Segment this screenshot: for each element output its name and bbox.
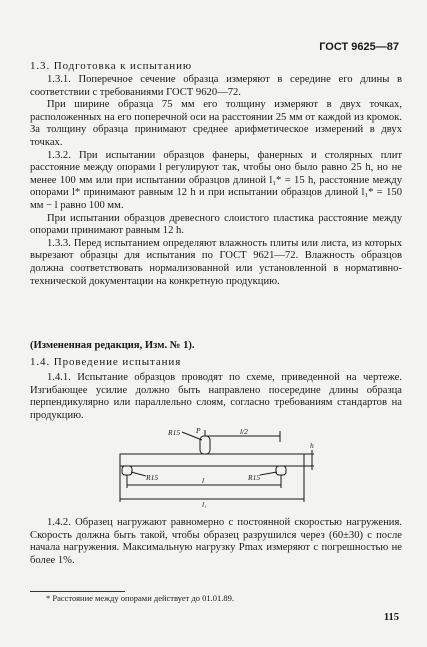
paragraph: 1.4.2. Образец нагружают равномерно с постоянной скоростью нагружения. Скорость должна быть такой, чтобы образец разрушился через (60±30) с после начала нагружения. Максимальную нагрузку Pmax измеряют с погрешностью не более 1%. [30,517,402,566]
label-h: h [310,441,314,450]
page-number: 115 [383,612,399,623]
label-r15-left: R15 [146,473,159,482]
paragraph: 1.3.1. Поперечное сечение образца измеряют в середине его длины в соответствии с требованиями ГОСТ 9620—72. [30,74,402,98]
paragraph: 1.3.2. При испытании образцов фанеры, фанерных и столярных плит расстояние между опорами l регулируют так, чтобы оно было равно 25 h, но не менее 100 мм или при испытании образцов длиной l₁* = 15 h, расстояние между опорами l* принимают равным 12 h и при испытании образцов длиной l₁* = 150 мм − l равно 100 мм. [30,149,402,211]
footnote: * Расстояние между опорами действует до 01.01.89. [46,593,235,603]
paragraph: 1.4.1. Испытание образцов проводят по схеме, приведенной на чертеже. Изгибающее усилие должно быть направлено посередине длины образца перпендикулярно или параллельно слоям, согласно требованиям стандартов на продукцию. [30,372,402,421]
standard-number: ГОСТ 9625—87 [319,41,399,53]
label-r15-right: R15 [248,473,261,482]
amendment-note: (Измененная редакция, Изм. № 1). [30,340,195,351]
label-p: P [196,428,201,435]
label-l1: l₁ [202,500,207,508]
load-nose [200,436,210,454]
paragraph: При ширине образца 75 мм его толщину измеряют в двух точках, расположенных на его поперечной оси на расстоянии 25 мм от каждой из кромок. За толщину образца принимают среднее арифметическое измерений в двух точках. [30,99,402,148]
specimen-bar [120,454,304,466]
paragraph: 1.3.3. Перед испытанием определяют влажность плиты или листа, из которых вырезают образцы для испытания по ГОСТ 9621—72. Влажность образцов должна соответствовать нормализованной или установленной в нормативно-технической документации на конкретную продукцию. [30,237,402,287]
bending-test-diagram [110,428,320,508]
right-support [276,466,286,475]
label-l-half: l/2 [240,428,248,436]
body-text-1-4-1 [30,372,402,422]
paragraph: При испытании образцов древесного слоистого пластика расстояние между опорами принимают равным 12 h. [30,212,402,237]
label-r15-top: R15 [168,428,181,437]
left-support [122,466,132,475]
section-heading-1-3: 1.3. Подготовка к испытанию [30,60,192,72]
body-text-1-4-2 [30,517,402,567]
footnote-separator [30,591,125,592]
label-l: l [202,476,205,485]
section-heading-1-4: 1.4. Проведение испытания [30,356,182,368]
body-text-1-3 [30,74,402,288]
